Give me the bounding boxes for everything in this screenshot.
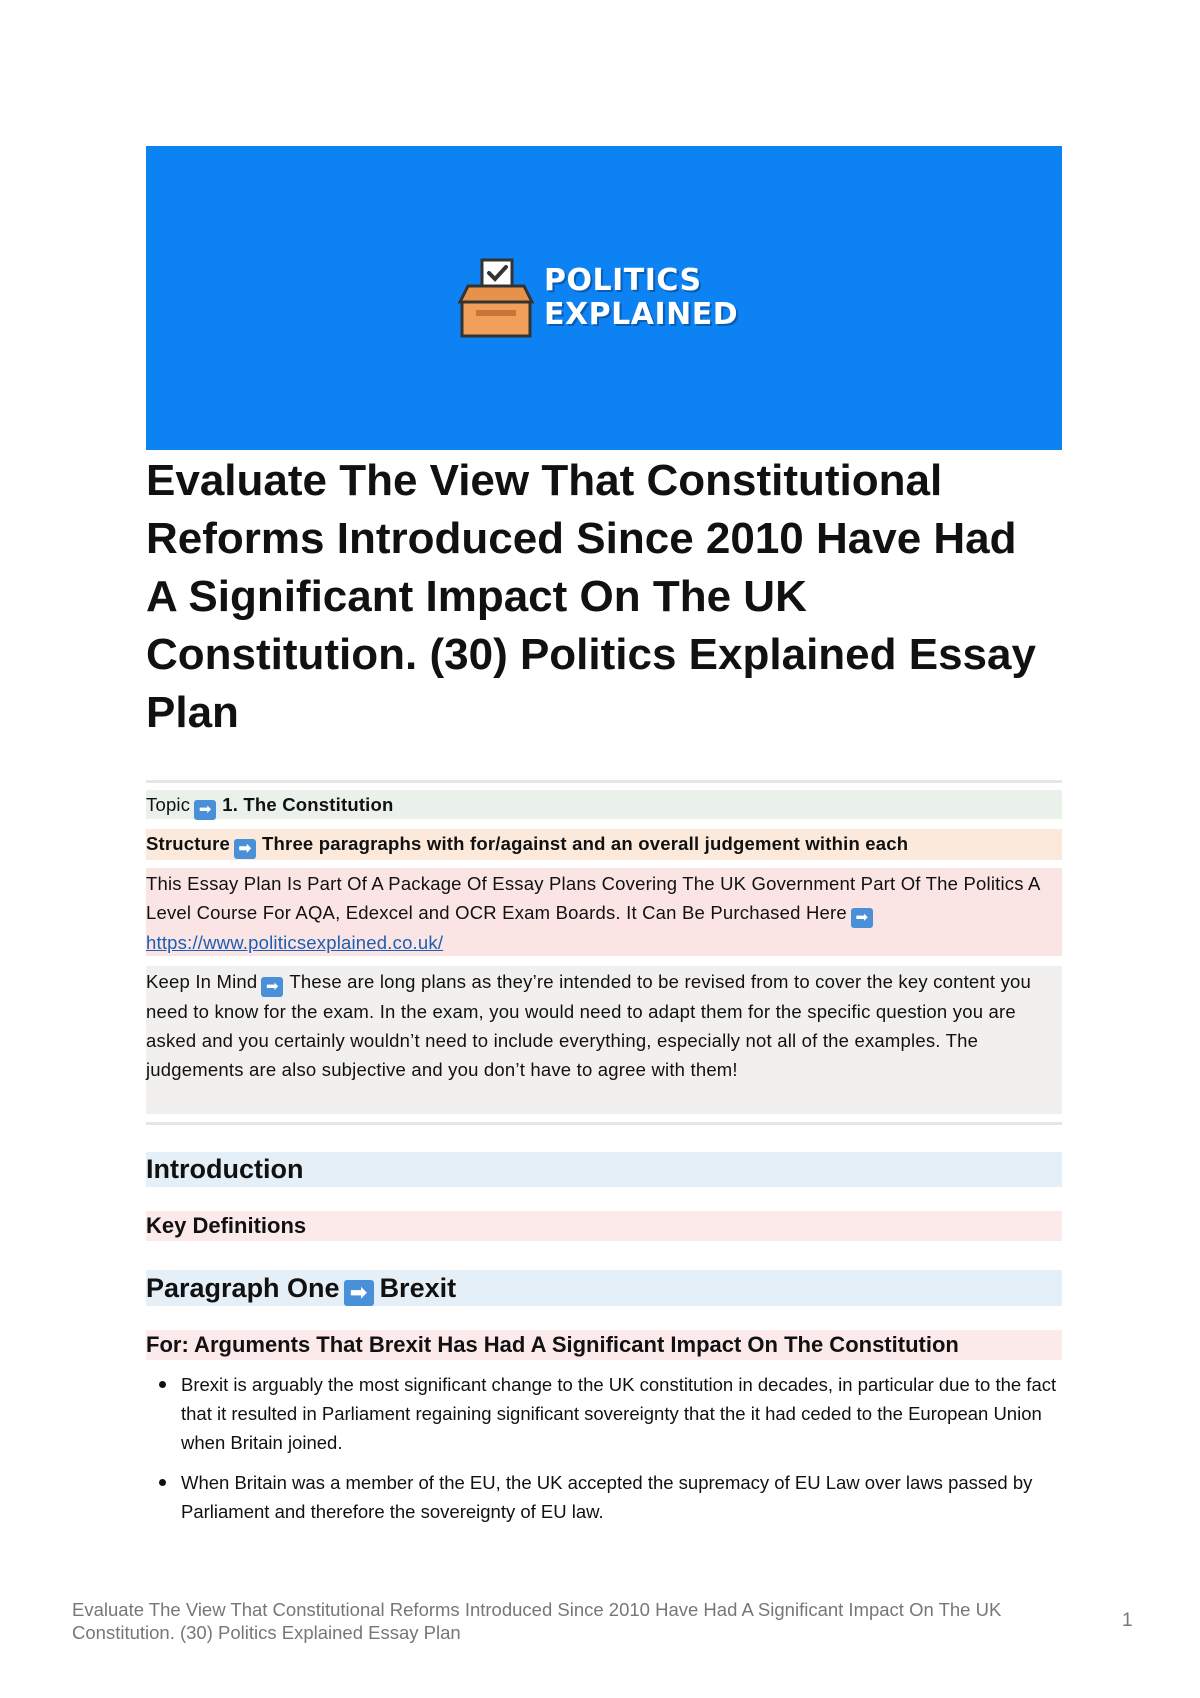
keep-in-mind-row xyxy=(146,966,1062,1114)
list-item: Brexit is arguably the most significant change to the UK constitution in decades, in particular due to the fact that it resulted in Parliament regaining significant sovereignty that the it had ceded to the European Union when Britain joined. xyxy=(181,1370,1062,1457)
right-arrow-icon: ➡ xyxy=(194,800,216,820)
header-banner xyxy=(146,146,1062,450)
heading-for-arguments: For: Arguments That Brexit Has Had A Significant Impact On The Constitution xyxy=(146,1330,1062,1360)
structure-value: Three paragraphs with for/against and an overall judgement within each xyxy=(262,833,909,854)
heading-introduction: Introduction xyxy=(146,1152,1062,1187)
heading-key-definitions: Key Definitions xyxy=(146,1211,1062,1241)
bullet-list xyxy=(146,1370,1062,1537)
topic-row xyxy=(146,790,1062,819)
divider-bottom xyxy=(146,1122,1062,1125)
logo xyxy=(458,258,738,338)
paragraph-one-topic: Brexit xyxy=(379,1273,457,1303)
document-title: Evaluate The View That Constitutional Reforms Introduced Since 2010 Have Had A Significant Impact On The UK Constitution. (30) Politics Explained Essay Plan xyxy=(146,456,1036,737)
ballot-box-icon xyxy=(458,258,534,338)
right-arrow-icon: ➡ xyxy=(234,839,256,859)
paragraph-one-label: Paragraph One xyxy=(146,1273,340,1303)
keep-text: These are long plans as they’re intended to be revised from to cover the key content you need to know for the exam. In the exam, you would need to adapt them for the specific question you are asked and you certainly wouldn’t need to include everything, especially not all of the examples. The judgements are also subjective and you don’t have to agree with them! xyxy=(146,971,1031,1080)
footer-text: Evaluate The View That Constitutional Reforms Introduced Since 2010 Have Had A Significant Impact On The UK Constitution. (30) Politics Explained Essay Plan xyxy=(72,1599,1002,1643)
structure-row xyxy=(146,829,1062,860)
list-item: When Britain was a member of the EU, the UK accepted the supremacy of EU Law over laws passed by Parliament and therefore the sovereignty of EU law. xyxy=(181,1468,1062,1526)
page-footer xyxy=(72,1598,1102,1644)
heading-paragraph-one xyxy=(146,1270,1062,1306)
logo-wordmark xyxy=(544,264,738,332)
package-link[interactable]: https://www.politicsexplained.co.uk/ xyxy=(146,932,444,953)
keep-label: Keep In Mind xyxy=(146,971,258,992)
right-arrow-icon: ➡ xyxy=(344,1280,374,1306)
package-row xyxy=(146,868,1062,956)
logo-line-1: POLITICS xyxy=(544,263,702,298)
logo-line-2: EXPLAINED xyxy=(544,297,739,332)
topic-value: 1. The Constitution xyxy=(222,794,394,815)
structure-label: Structure xyxy=(146,833,231,854)
right-arrow-icon: ➡ xyxy=(261,977,283,997)
page-number: 1 xyxy=(1122,1610,1133,1631)
divider-top xyxy=(146,780,1062,783)
package-text: This Essay Plan Is Part Of A Package Of Essay Plans Covering The UK Government Part Of The Politics A Level Course For AQA, Edexcel and OCR Exam Boards. It Can Be Purchased Here xyxy=(146,873,1040,923)
right-arrow-icon: ➡ xyxy=(851,908,873,928)
topic-label: Topic xyxy=(146,794,191,815)
